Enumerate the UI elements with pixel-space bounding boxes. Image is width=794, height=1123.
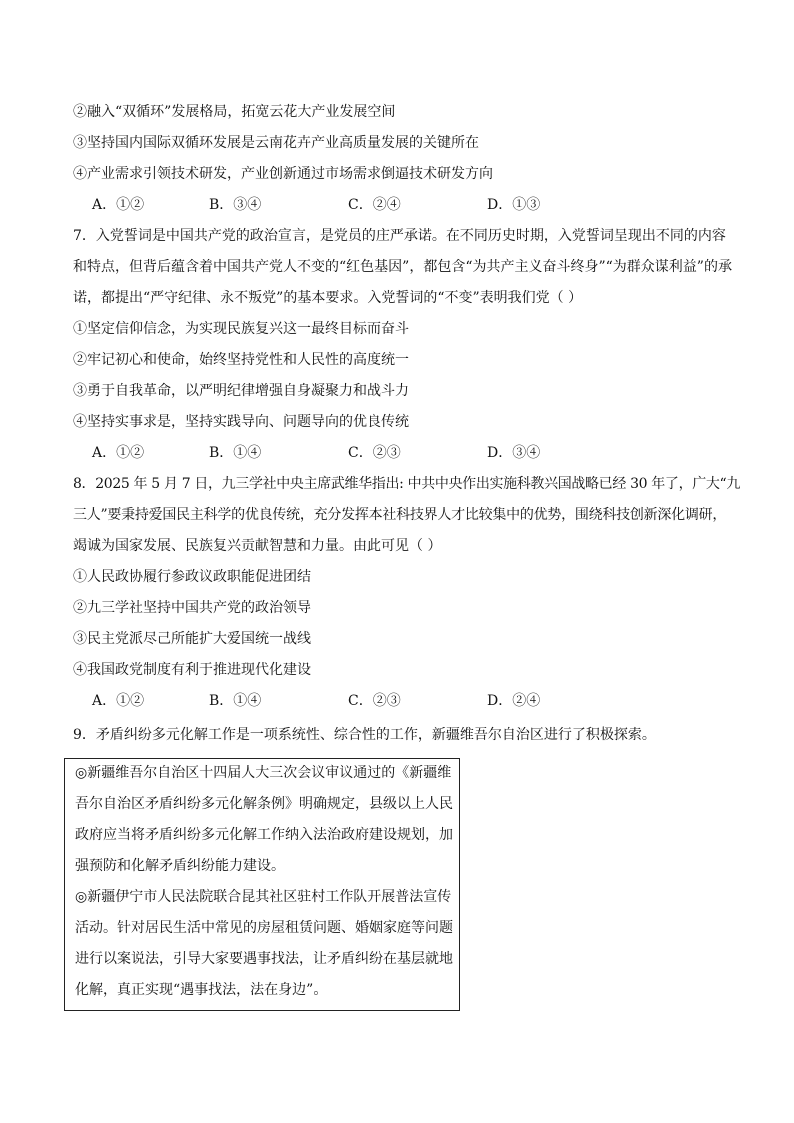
q8-stem-line-3: 竭诚为国家发展、民族复兴贡献智慧和力量。由此可见（ ） <box>73 538 442 554</box>
q9-material-line-8: 化解，真正实现“遇事找法，法在身边”。 <box>75 982 328 998</box>
q6-option-b[interactable]: B．③④ <box>209 197 262 213</box>
q7-item-2: ②牢记初心和使命，始终坚持党性和人民性的高度统一 <box>73 352 409 368</box>
q9-material-line-3: 政府应当将矛盾纠纷多元化解工作纳入法治政府建设规划，加 <box>75 827 453 843</box>
q9-material-line-7: 进行以案说法，引导大家要遇事找法，让矛盾纠纷在基层就地 <box>75 951 453 967</box>
q8-stem-line-2: 三人”要秉持爱国民主科学的优良传统，充分发挥本社科技界人才比较集中的优势，围绕科技创新深化调研， <box>73 507 727 523</box>
q9-material-line-2: 吾尔自治区矛盾纠纷多元化解条例》明确规定，县级以上人民 <box>75 796 453 812</box>
q8-option-d[interactable]: D．②④ <box>487 693 541 709</box>
q9-material-line-1: ◎新疆维吾尔自治区十四届人大三次会议审议通过的《新疆维 <box>75 765 452 781</box>
q8-item-2: ②九三学社坚持中国共产党的政治领导 <box>73 600 311 616</box>
q7-option-d[interactable]: D．③④ <box>487 445 541 461</box>
q7-item-3: ③勇于自我革命，以严明纪律增强自身凝聚力和战斗力 <box>73 383 409 399</box>
q6-item-3: ③坚持国内国际双循环发展是云南花卉产业高质量发展的关键所在 <box>73 135 479 151</box>
q7-stem-line-3: 诺，都提出“严守纪律、永不叛党”的基本要求。入党誓词的“不变”表明我们党（ ） <box>73 290 583 306</box>
q6-item-2: ②融入“双循环”发展格局，拓宽云花大产业发展空间 <box>73 104 396 120</box>
q6-option-c[interactable]: C．②④ <box>348 197 401 213</box>
q9-material-line-6: 活动。针对居民生活中常见的房屋租赁问题、婚姻家庭等问题 <box>75 920 453 936</box>
q7-stem-line-1: 7．入党誓词是中国共产党的政治宣言，是党员的庄严承诺。在不同历史时期，入党誓词呈现出不同的内容 <box>73 228 726 244</box>
q8-option-c[interactable]: C．②③ <box>348 693 401 709</box>
q7-option-c[interactable]: C．②③ <box>348 445 401 461</box>
q7-stem-line-2: 和特点，但背后蕴含着中国共产党人不变的“红色基因”，都包含“为共产主义奋斗终身”“为群众谋利益”的承 <box>73 259 732 275</box>
q6-item-4: ④产业需求引领技术研发，产业创新通过市场需求倒逼技术研发方向 <box>73 166 493 182</box>
q7-option-b[interactable]: B．①④ <box>209 445 262 461</box>
q9-material-line-5: ◎新疆伊宁市人民法院联合昆其社区驻村工作队开展普法宣传 <box>75 889 452 905</box>
q8-item-1: ①人民政协履行参政议政职能促进团结 <box>73 569 311 585</box>
q8-option-a[interactable]: A．①② <box>92 693 145 709</box>
q6-option-a[interactable]: A．①② <box>92 197 145 213</box>
q7-item-1: ①坚定信仰信念，为实现民族复兴这一最终目标而奋斗 <box>73 321 409 337</box>
q7-option-a[interactable]: A．①② <box>92 445 145 461</box>
q8-item-4: ④我国政党制度有利于推进现代化建设 <box>73 662 311 678</box>
q9-stem: 9．矛盾纠纷多元化解工作是一项系统性、综合性的工作，新疆维吾尔自治区进行了积极探索。 <box>73 727 656 743</box>
q8-option-b[interactable]: B．①④ <box>209 693 262 709</box>
q7-item-4: ④坚持实事求是，坚持实践导向、问题导向的优良传统 <box>73 414 409 430</box>
q8-item-3: ③民主党派尽己所能扩大爱国统一战线 <box>73 631 311 647</box>
q9-material-box <box>64 758 460 1011</box>
q6-option-d[interactable]: D．①③ <box>487 197 541 213</box>
q8-stem-line-1: 8．2025 年 5 月 7 日，九三学社中央主席武维华指出: 中共中央作出实施科教兴国战略已经 30 年了，广大“九 <box>73 476 740 492</box>
q9-material-line-4: 强预防和化解矛盾纠纷能力建设。 <box>75 858 285 874</box>
